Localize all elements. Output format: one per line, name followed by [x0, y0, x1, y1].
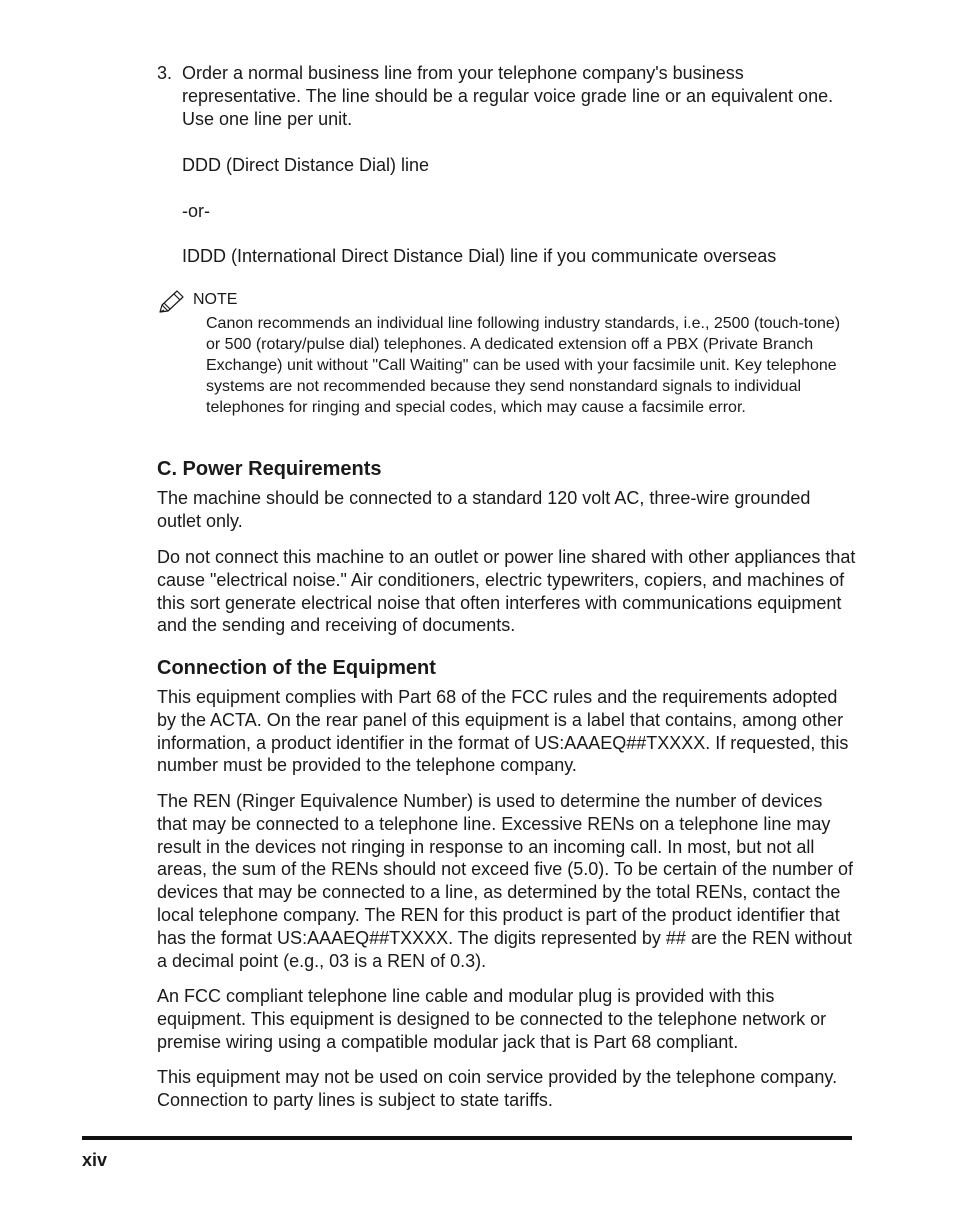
line-option-ddd: DDD (Direct Distance Dial) line — [182, 155, 430, 175]
note-label: NOTE — [193, 291, 238, 308]
note-text: Canon recommends an individual line following industry standards, i.e., 2500 (touch-tone) or 500 (rotary/pulse dial) telephones. A dedicated extension off a PBX (Private Branch Exchange) unit without "Call Waiting" can be used with your facsimile unit. Key telephone systems are not recommended because they send nonstandard signals to individual telephones for ringing and special codes, which may cause a facsimile error. — [206, 315, 841, 416]
connection-paragraph-3: An FCC compliant telephone line cable and modular plug is provided with this equipment. This equipment is designed to be connected to the telephone network or premise wiring using a compatible modular jack that is Part 68 compliant. — [157, 986, 827, 1052]
connection-heading: Connection of the Equipment — [157, 657, 436, 679]
line-option-or: -or- — [182, 201, 210, 221]
step-text: Order a normal business line from your telephone company's business representative. The line should be a regular voice grade line or an equivalent one. Use one line per unit. — [182, 63, 834, 129]
power-paragraph-2: Do not connect this machine to an outlet or power line shared with other appliances that cause "electrical noise." Air conditioners, electric typewriters, copiers, and machines of this sort generate electrical noise that often interferes with communications equipment and the sending and receiving of documents. — [157, 547, 856, 636]
connection-paragraph-2: The REN (Ringer Equivalence Number) is used to determine the number of devices that may be connected to a telephone line. Excessive RENs on a telephone line may result in the devices not ringing in response to an incoming call. In most, but not all areas, the sum of the RENs should not exceed five (5.0). To be certain of the number of devices that may be connected to a line, as determined by the total RENs, contact the local telephone company. The REN for this product is part of the product identifier that has the format US:AAAEQ##TXXXX. The digits represented by ## are the REN without a decimal point (e.g., 03 is a REN of 0.3). — [157, 791, 854, 971]
line-option-iddd: IDDD (International Direct Distance Dial) line if you communicate overseas — [182, 246, 777, 266]
connection-paragraph-1: This equipment complies with Part 68 of the FCC rules and the requirements adopted by the ACTA. On the rear panel of this equipment is a label that contains, among other information, a product identifier in the format of US:AAAEQ##TXXXX. If requested, this number must be provided to the telephone company. — [157, 687, 849, 776]
power-paragraph-1: The machine should be connected to a standard 120 volt AC, three-wire grounded outlet only. — [157, 488, 811, 531]
page-number: xiv — [82, 1150, 108, 1170]
step-number: 3. — [157, 63, 173, 83]
pencil-icon — [157, 289, 187, 315]
footer-rule — [82, 1136, 852, 1140]
connection-paragraph-4: This equipment may not be used on coin service provided by the telephone company. Connection to party lines is subject to state tariffs. — [157, 1067, 838, 1110]
power-requirements-heading: C. Power Requirements — [157, 458, 382, 480]
